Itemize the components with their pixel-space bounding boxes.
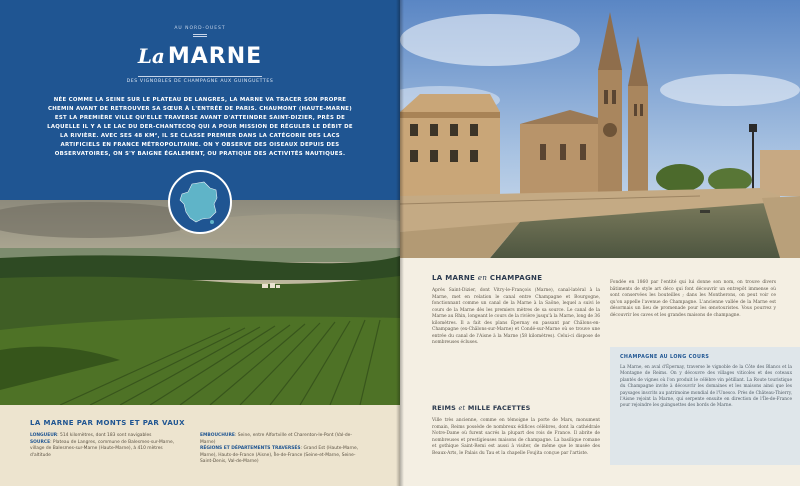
article-heading xyxy=(432,274,542,282)
heading-part-2: en xyxy=(477,274,488,282)
river-facts-box xyxy=(0,405,400,486)
longueur-label: LONGUEUR xyxy=(30,433,58,438)
intro-paragraph: NÉE COMME LA SEINE SUR LE PLATEAU DE LANGRES, LA MARNE VA TRACER SON PROPRE CHEMIN AVANT DE RETROUVER SA SŒUR À L'ENTRÉE DE PARIS. CHAUMONT (HAUTE-MARNE) EST LA PREMIÈRE VILLE QU'ELLE TRAVERSE AVANT D'ATTEINDRE SAINT-DIZIER, PRÈS DE LAQUELLE IL Y A LE LAC DU DER-CHANTECOQ QUI A POUR MISSION DE RÉGULER LE DÉBIT DE LA RIVIÈRE. AVEC SES 48 KM², IL SE CLASSE PREMIER DANS LA CATÉGORIE DES LACS ARTIFICIELS EN FRANCE MÉTROPOLITAINE. ON Y OBSERVE DES OISEAUX DEPUIS DES OBSERVATOIRES, ON S'Y BAIGNE ÉGALEMENT, OU PRATIQUE DES ACTIVITÉS NAUTIQUES. xyxy=(47,97,353,157)
kicker-ornament xyxy=(193,34,207,37)
facts-title: LA MARNE PAR MONTS ET PAR VAUX xyxy=(30,419,185,427)
article-column-2: Fondée en 1860 par l'entité qui lui donne son nom, on trouve divers bâtiments de style art déco qui font découvrir un entrepôt immense où sont conservées les bouteilles ; dans les Montherons, on peut voir ce qu'on appelle l'avenue de Champagne. L'ancienne vallée de la Marne est désormais un lieu de promenade pour les œnotouristes. Vous pourrez y découvrir les caves et les grandes maisons de champagne. xyxy=(610,280,776,318)
subheading-part-3: MILLE FACETTES xyxy=(467,404,531,412)
section-kicker: AU NORD-OUEST xyxy=(174,26,226,31)
longueur-value: : 514 kilomètres, dont 183 sont navigables xyxy=(57,433,152,438)
article-column-1: Après Saint-Dizier, dont Vitry-le-François (Marne), canal-latéral à la Marne, met en relation le canal entre Champagne et Bourgogne, fonctionnant comme un canal de la Marne à la Saône, lequel a suivi le cours de la Marne dès les premiers mètres de sa source. Le canal de la Marne au Rhin, longeant le cours de la rivière jusqu'à la Marne, long de 36 kilomètres. Il a fait des plans Épernay en passant par Châlons-en-Champagne (ex-Châlons-sur-Marne) et Condé-sur-Marne où se trouve une entrée du canal de l'Aisne à la Marne (58 kilomètres). Celui-ci dispose de nombreuses écluses. xyxy=(432,288,600,345)
subheading-part-1: REIMS xyxy=(432,404,457,412)
regions-value: : Grand Est (Haute-Marne, Marne), Hauts-de-France (Aisne), Île-de-France (Seine-et-Marne, Seine-Saint-Denis, Val-de-Marne) xyxy=(200,446,359,465)
facts-column-right xyxy=(200,433,360,466)
embouchure-label: EMBOUCHURE xyxy=(200,433,235,438)
source-value: : Plateau de Langres, commune de Balesmes-sur-Marne, village de Balesmes-sur-Marne (Haute-Marne), à 410 mètres d'altitude xyxy=(30,439,175,458)
subheading-part-2: et xyxy=(458,404,466,412)
sidebar-text: La Marne, en aval d'Épernay, traverse le vignoble de la Côte des Blancs et la Montagne de Reims. On y découvre des villages viticoles et des coteaux plantés de vignes où l'on produit le célèbre vin pétillant. La Route touristique du Champagne invite à découvrir les domaines et les maisons ainsi que les paysages inscrits au patrimoine mondial de l'Unesco. Près de Château-Thierry, l'Aisne rejoint la Marne, qui serpente ensuite en direction de l'Île-de-France pour rejoindre les guinguettes des bords de Marne. xyxy=(620,365,792,409)
title-word: MARNE xyxy=(167,44,263,69)
subtitle-divider xyxy=(138,76,262,77)
book-gutter-shadow xyxy=(396,0,404,486)
article-column-1-continued: Ville très ancienne, comme en témoigne la porte de Mars, monument romain, Reims possède de nombreux édifices célèbres, dont la cathédrale Notre-Dame où furent sacrés la plupart des rois de France. Il abrite de nombreuses et prestigieuses maisons de champagne. La basilique romane et gothique Saint-Remi est aussi à visiter, de même que le musée des Beaux-Arts, le Palais du Tau et la chapelle Foujita conçue par l'artiste. xyxy=(432,418,600,456)
title-article: La xyxy=(137,44,165,68)
article-subheading xyxy=(432,404,531,412)
source-label: SOURCE xyxy=(30,439,51,445)
heading-part-3: CHAMPAGNE xyxy=(489,274,543,282)
france-map-inset xyxy=(168,170,232,234)
page-subtitle: DES VIGNOBLES DE CHAMPAGNE AUX GUINGUETTES xyxy=(126,79,274,84)
sidebar-title: CHAMPAGNE AU LONG COURS xyxy=(620,355,710,360)
embouchure-value: : Seine, entre Alfortville et Charenton-le-Pont (Val-de-Marne) xyxy=(200,433,352,445)
church-riverside-photo xyxy=(400,0,800,258)
facts-column-left xyxy=(30,433,178,459)
page-title xyxy=(0,44,400,69)
right-page xyxy=(400,0,800,486)
sidebar-box xyxy=(610,347,800,465)
article xyxy=(400,258,800,486)
regions-label: RÉGIONS ET DÉPARTEMENTS TRAVERSÉS xyxy=(200,446,301,452)
heading-part-1: LA MARNE xyxy=(432,274,476,282)
